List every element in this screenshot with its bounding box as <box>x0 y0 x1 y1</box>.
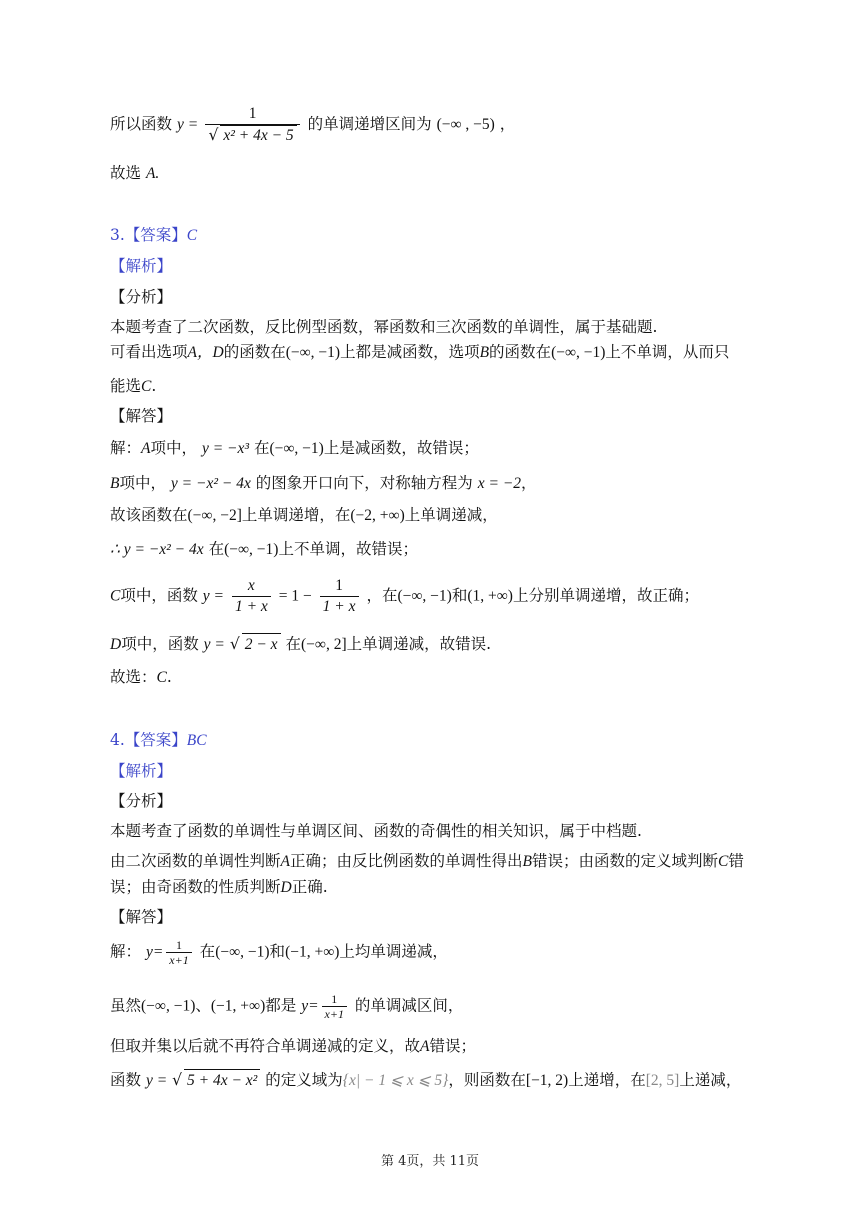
math-interval: (−1, +∞) <box>210 997 266 1015</box>
text: 误；由奇函数的性质判断 <box>110 878 281 896</box>
q4-fenxi-heading: 【分析】 <box>110 792 173 810</box>
math-interval: (−∞ , −5) <box>436 116 495 133</box>
text: 上都是减函数，选项 <box>340 343 480 361</box>
q3-solution-line <box>110 576 699 617</box>
fraction-denominator: x+1 <box>169 953 189 967</box>
fraction <box>322 992 347 1021</box>
fraction-denominator: 1 + x <box>322 598 356 615</box>
math-op: = <box>188 116 198 133</box>
text: 的单调递增区间为 <box>307 115 432 133</box>
q4-solution-line <box>110 938 448 967</box>
text: ， <box>499 115 516 133</box>
text: 解： <box>110 942 142 961</box>
answer-label: 4.【答案】 <box>110 731 187 749</box>
text: 和 <box>451 586 468 605</box>
math-interval: (−∞, −1) <box>215 943 270 961</box>
fraction <box>232 576 271 617</box>
text: 项中，函数 <box>120 586 198 605</box>
text: 上递减， <box>679 1071 742 1089</box>
math-interval: (−1, +∞) <box>285 943 340 961</box>
q3-solution-line <box>110 538 418 561</box>
text: ， <box>521 474 537 492</box>
fraction-denominator <box>205 125 299 146</box>
text: 上分别单调递增，故正确； <box>512 586 699 605</box>
text: 可看出选项 <box>110 343 188 361</box>
fraction <box>320 576 359 617</box>
math-interval: (−∞, 2] <box>301 636 347 653</box>
text: 函数 <box>110 1071 142 1089</box>
q3-solution-line <box>110 472 537 495</box>
math-interval: (−∞, −1) <box>551 344 606 361</box>
option-letter: A <box>141 440 151 457</box>
q4-paragraph <box>110 850 744 873</box>
radicand: 5 + 4x − x² <box>184 1069 260 1092</box>
text: 但取并集以后就不再符合单调递减的定义，故 <box>110 1037 421 1055</box>
math-expression: y = <box>145 1072 168 1089</box>
q3-solution-line <box>110 633 491 656</box>
option-letter: B <box>110 475 120 492</box>
math-interval: (−∞, −1) <box>397 587 452 605</box>
choice-line <box>110 162 159 185</box>
math-set: {x| − 1 ⩽ x ⩽ 5} <box>342 1072 449 1089</box>
text: 虽然 <box>110 996 142 1015</box>
sqrt-symbol: √ <box>172 1071 182 1089</box>
q3-solution-line <box>110 504 498 527</box>
math-interval: (−∞, −2] <box>187 507 242 524</box>
q4-paragraph: 本题考查了函数的单调性与单调区间、函数的奇偶性的相关知识，属于中档题. <box>110 822 642 840</box>
q4-answer-heading <box>110 729 207 752</box>
text: 上递增，在 <box>568 1071 646 1089</box>
text: 上不单调，故错误； <box>278 540 418 558</box>
math-expression: x = −2 <box>477 475 522 492</box>
text: 错误；由函数的定义域判断 <box>531 852 718 870</box>
text: 故选 <box>110 164 142 182</box>
text: 都是 <box>265 996 297 1015</box>
math-interval: [−1, 2) <box>525 1072 569 1089</box>
fraction <box>166 938 191 967</box>
q3-paragraph <box>110 375 156 398</box>
fraction-numerator: 1 <box>322 992 347 1007</box>
text: 和 <box>269 942 286 961</box>
math-interval: (−∞, −1) <box>141 997 196 1015</box>
q4-paragraph <box>110 876 328 899</box>
text: 正确. <box>291 878 328 896</box>
text: ，在 <box>366 586 398 605</box>
fraction-denominator: x+1 <box>324 1007 344 1021</box>
text: . <box>166 668 172 686</box>
q4-solution-line <box>110 1069 741 1092</box>
option-letter: C <box>110 587 121 605</box>
text: 项中， <box>150 439 197 457</box>
math-expression: y = −x² − 4x <box>170 475 251 492</box>
text: 、 <box>195 996 211 1015</box>
text: 由二次函数的单调性判断 <box>110 852 281 870</box>
text: 项中， <box>119 474 166 492</box>
text: 项中，函数 <box>121 635 199 653</box>
option-letter: D <box>280 879 292 896</box>
option-letter: B <box>522 853 532 870</box>
text: ，则函数在 <box>448 1071 526 1089</box>
text: 所以函数 <box>110 115 173 133</box>
fraction-numerator: x <box>232 576 271 597</box>
text: 在 <box>199 942 216 961</box>
fraction-denominator: 1 + x <box>234 598 268 615</box>
fraction <box>205 104 299 146</box>
math-expression: y = <box>202 587 225 605</box>
answer-value: BC <box>186 732 207 749</box>
conclusion-line <box>110 104 515 146</box>
option-letter: C <box>156 669 167 686</box>
math-interval: (−∞, −1) <box>269 440 324 457</box>
answer-label: 3.【答案】 <box>110 226 187 244</box>
q3-choice-line <box>110 666 172 689</box>
q4-jieda-heading: 【解答】 <box>110 908 173 926</box>
q4-solution-line <box>110 1035 476 1058</box>
math-expression: = 1 − <box>278 587 312 605</box>
q3-analysis-heading: 【解析】 <box>110 257 173 275</box>
math-expression: ∴ y = −x² − 4x <box>110 541 204 558</box>
math-expression: y= <box>301 997 319 1015</box>
option-letter: C <box>141 378 152 395</box>
fraction-numerator: 1 <box>320 576 359 597</box>
q3-answer-heading <box>110 224 197 247</box>
q3-jieda-heading: 【解答】 <box>110 407 173 425</box>
radicand: 2 − x <box>242 633 281 656</box>
text: 的函数在 <box>489 343 552 361</box>
math-interval: (−2, +∞) <box>350 507 405 524</box>
q3-fenxi-heading: 【分析】 <box>110 288 173 306</box>
text: 的图象开口向下，对称轴方程为 <box>255 474 473 492</box>
sqrt-symbol: √ <box>229 635 240 653</box>
fraction-numerator: 1 <box>205 104 299 125</box>
q3-paragraph: 本题考查了二次函数，反比例型函数，幂函数和三次函数的单调性，属于基础题. <box>110 318 658 336</box>
text: 在 <box>253 439 270 457</box>
option-letter: C <box>717 853 729 870</box>
option-letter: B <box>479 344 490 361</box>
text: . <box>151 377 157 395</box>
text: 的单调减区间， <box>354 996 464 1015</box>
text: 错 <box>728 852 744 870</box>
math-interval: (−∞, −1) <box>285 344 341 361</box>
math-expression: y= <box>145 943 164 961</box>
math-interval: (−∞, −1) <box>224 541 279 558</box>
text: 上单调递增，在 <box>241 506 351 524</box>
text: 上不单调，从而只 <box>605 343 730 361</box>
text: 故选： <box>110 668 157 686</box>
answer-value: C <box>186 227 198 244</box>
math-expression: y = <box>203 636 225 653</box>
page-footer: 第 4页，共 11页 <box>380 1154 480 1169</box>
text: 错误； <box>429 1037 476 1055</box>
math-var: y <box>176 116 184 133</box>
text: 解： <box>110 439 142 457</box>
option-letter: A <box>280 853 290 870</box>
text: 在 <box>208 540 225 558</box>
sqrt-symbol: √ <box>208 126 219 144</box>
text: 上单调递减， <box>404 506 498 524</box>
text: 的定义域为 <box>265 1071 343 1089</box>
option-letter: A，D <box>187 344 224 361</box>
math-expression: y = −x³ <box>201 440 250 457</box>
option-letter: A <box>420 1038 430 1055</box>
option-letter: D <box>110 636 122 653</box>
q4-analysis-heading: 【解析】 <box>110 762 173 780</box>
math-interval: (1, +∞) <box>467 587 513 605</box>
radicand: x² + 4x − 5 <box>220 125 296 146</box>
fraction-numerator: 1 <box>166 938 191 953</box>
text: 在 <box>285 635 301 653</box>
text: 的函数在 <box>223 343 286 361</box>
text: 能选 <box>110 377 142 395</box>
text: 故该函数在 <box>110 506 188 524</box>
text: 上均单调递减， <box>339 942 448 961</box>
math-interval: [2, 5] <box>645 1072 680 1089</box>
text: 上单调递减，故错误. <box>346 635 492 653</box>
text: 正确；由反比例函数的单调性得出 <box>289 852 523 870</box>
text: 上是减函数，故错误； <box>323 439 479 457</box>
option-letter: A. <box>145 165 160 182</box>
q4-solution-line <box>110 992 463 1021</box>
q3-solution-line <box>110 437 479 460</box>
q3-paragraph <box>110 341 729 364</box>
